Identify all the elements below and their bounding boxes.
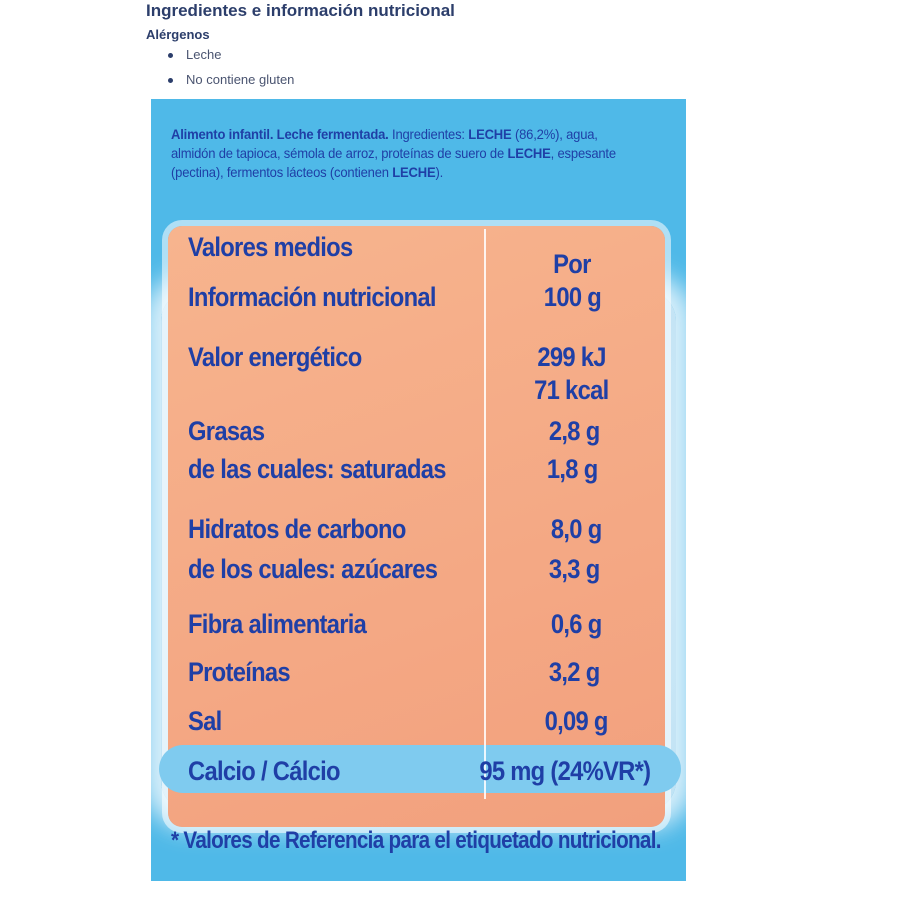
row-value-calcium: 95 mg (24%VR*) <box>478 756 650 786</box>
row-value-fat: 2,8 g <box>549 416 600 446</box>
section-title: Ingredientes e información nutricional <box>146 1 455 20</box>
row-label-energy: Valor energético <box>188 342 362 372</box>
row-value-energy-kcal: 71 kcal <box>533 375 608 405</box>
ingredients-part-allergen: LECHE <box>507 145 551 161</box>
allergen-item <box>168 71 294 96</box>
ingredients-part-allergen: LECHE <box>468 126 512 142</box>
row-value-sugars: 3,3 g <box>549 554 600 584</box>
allergen-item <box>168 46 294 71</box>
bullet-icon <box>168 53 173 58</box>
allergen-label: Leche <box>186 47 222 62</box>
row-value-proteins: 3,2 g <box>549 657 600 687</box>
allergen-label: No contiene gluten <box>186 72 295 87</box>
row-label-salt: Sal <box>188 706 222 736</box>
ingredients-part: ). <box>435 164 444 180</box>
nutrition-label-image <box>151 99 686 881</box>
footnote: * Valores de Referencia para el etiquetado nutricional. <box>171 827 661 854</box>
row-value-fibre: 0,6 g <box>551 609 602 639</box>
header-left-2: Información nutricional <box>188 282 436 312</box>
row-label-calcium: Calcio / Cálcio <box>188 756 340 786</box>
header-left-1: Valores medios <box>188 232 353 262</box>
row-value-salt: 0,09 g <box>544 706 608 736</box>
row-label-fat: Grasas <box>188 416 265 446</box>
bullet-icon <box>168 78 173 83</box>
row-label-sugars: de los cuales: azúcares <box>188 554 438 584</box>
row-label-saturated: de las cuales: saturadas <box>188 454 446 484</box>
column-divider <box>484 229 486 799</box>
ingredients-intro: Alimento infantil. Leche fermentada. <box>171 126 389 142</box>
allergens-title: Alérgenos <box>146 27 210 42</box>
header-right-2: 100 g <box>543 282 601 312</box>
header-right-1: Por <box>553 249 591 279</box>
row-value-energy-kj: 299 kJ <box>537 342 606 372</box>
ingredients-part: (86,2%), agua, almidón de tapioca, sémola de arroz, proteínas de suero de <box>171 126 598 161</box>
row-label-proteins: Proteínas <box>188 657 290 687</box>
row-value-carbohydrates: 8,0 g <box>551 514 602 544</box>
allergen-list <box>168 46 294 96</box>
ingredients-part: , espesante (pectina), fermentos lácteos (contienen <box>171 145 616 180</box>
ingredients-part: Ingredientes: <box>388 126 469 142</box>
row-label-fibre: Fibra alimentaria <box>188 609 367 639</box>
ingredients-text <box>171 125 636 182</box>
row-value-saturated: 1,8 g <box>547 454 598 484</box>
row-label-carbohydrates: Hidratos de carbono <box>188 514 406 544</box>
ingredients-part-allergen: LECHE <box>392 164 436 180</box>
